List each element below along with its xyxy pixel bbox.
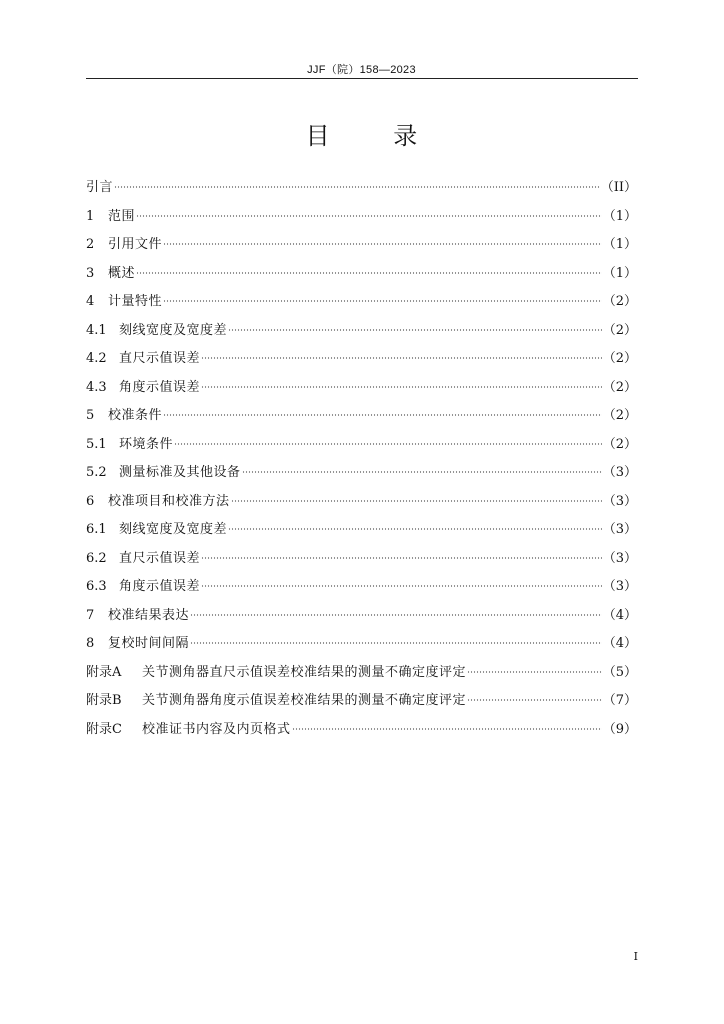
toc-entry-page: （2）: [602, 408, 637, 423]
toc-dot-leader: [136, 272, 602, 274]
toc-entry-number: 5.1: [86, 436, 107, 452]
toc-dot-leader: [163, 414, 602, 416]
toc-entry[interactable]: [86, 720, 637, 749]
toc-entry-page: （3）: [602, 579, 637, 594]
toc-entry[interactable]: [86, 606, 637, 635]
toc-entry-page: （3）: [602, 465, 637, 480]
toc-dot-leader: [114, 186, 600, 188]
toc-dot-leader: [467, 671, 602, 673]
toc-dot-leader: [136, 215, 602, 217]
toc-entry-title: 校准条件: [108, 408, 163, 423]
toc-entry[interactable]: [86, 406, 637, 435]
toc-entry[interactable]: [86, 264, 637, 293]
toc-entry-title: 关节测角器直尺示值误差校准结果的测量不确定度评定: [142, 664, 467, 680]
toc-entry[interactable]: [86, 349, 637, 378]
toc-entry-number: 5.2: [86, 465, 107, 480]
toc-entry-title: 直尺示值误差: [119, 550, 201, 566]
toc-entry-title: 关节测角器角度示值误差校准结果的测量不确定度评定: [142, 693, 467, 708]
toc-entry-title: 概述: [108, 265, 136, 281]
toc-entry-title: 校准项目和校准方法: [108, 493, 230, 509]
toc-entry[interactable]: [86, 691, 637, 720]
toc-entry[interactable]: [86, 378, 637, 407]
toc-dot-leader: [174, 443, 602, 445]
toc-dot-leader: [231, 500, 602, 502]
toc-entry-title: 刻线宽度及宽度差: [119, 322, 228, 338]
toc-entry-page: （3）: [602, 522, 637, 537]
toc-entry-title: 范围: [108, 208, 136, 224]
toc-entry-title: 引用文件: [108, 237, 163, 252]
toc-dot-leader: [201, 386, 602, 388]
toc-entry-number: 4.1: [86, 322, 107, 338]
toc-entry-page: （3）: [602, 493, 637, 509]
toc-entry[interactable]: [86, 235, 637, 264]
toc-entry-page: （2）: [602, 294, 637, 309]
toc-entry[interactable]: [86, 435, 637, 464]
toc-entry-title: 引言: [86, 180, 114, 195]
toc-entry-title: 测量标准及其他设备: [119, 465, 241, 480]
toc-dot-leader: [163, 300, 602, 302]
toc-entry-number: 8: [86, 636, 95, 651]
toc-entry-page: （1）: [602, 237, 637, 252]
toc-dot-leader: [228, 329, 602, 331]
toc-dot-leader: [190, 642, 602, 644]
toc-entry-number: 4.2: [86, 351, 107, 366]
toc-entry-number: 4: [86, 294, 95, 309]
toc-entry-page: （5）: [602, 664, 637, 680]
toc-entry-number: 6.2: [86, 550, 107, 566]
toc-entry-number: 1: [86, 208, 95, 224]
toc-entry-number: 7: [86, 607, 95, 623]
toc-entry[interactable]: [86, 207, 637, 236]
toc-entry-number: 4.3: [86, 379, 107, 395]
toc-entry-number: 附录C: [86, 721, 122, 737]
toc-entry-title: 计量特性: [108, 294, 163, 309]
toc-entry-title: 角度示值误差: [119, 379, 201, 395]
toc-entry-title: 刻线宽度及宽度差: [119, 522, 228, 537]
toc-entry[interactable]: [86, 292, 637, 321]
table-of-contents: [86, 178, 637, 748]
toc-entry[interactable]: [86, 549, 637, 578]
toc-entry-title: 角度示值误差: [119, 579, 201, 594]
toc-entry-page: （2）: [602, 351, 637, 366]
toc-entry-number: 附录A: [86, 664, 122, 680]
toc-dot-leader: [292, 728, 602, 730]
toc-entry-page: （2）: [602, 436, 637, 452]
toc-entry-page: （3）: [602, 550, 637, 566]
toc-entry-page: （1）: [602, 265, 637, 281]
page-number: I: [633, 950, 638, 963]
toc-dot-leader: [467, 699, 602, 701]
toc-entry-number: 6: [86, 493, 95, 509]
toc-entry[interactable]: [86, 178, 637, 207]
toc-entry-page: （II）: [600, 180, 637, 195]
toc-entry-page: （7）: [602, 693, 637, 708]
toc-entry-page: （2）: [602, 379, 637, 395]
toc-entry[interactable]: [86, 463, 637, 492]
toc-entry-number: 5: [86, 408, 95, 423]
toc-entry-page: （4）: [602, 636, 637, 651]
toc-dot-leader: [163, 243, 602, 245]
toc-entry[interactable]: [86, 321, 637, 350]
toc-entry[interactable]: [86, 663, 637, 692]
header-rule: [86, 78, 638, 79]
toc-entry-title: 复校时间间隔: [108, 636, 190, 651]
toc-entry-page: （4）: [602, 607, 637, 623]
toc-dot-leader: [201, 585, 602, 587]
toc-entry[interactable]: [86, 520, 637, 549]
toc-entry-number: 附录B: [86, 693, 122, 708]
toc-entry-title: 校准证书内容及内页格式: [142, 721, 291, 737]
toc-entry-number: 3: [86, 265, 95, 281]
toc-dot-leader: [228, 528, 602, 530]
toc-entry-page: （1）: [602, 208, 637, 224]
toc-dot-leader: [201, 357, 602, 359]
toc-entry-page: （9）: [602, 721, 637, 737]
running-header: JJF（院）158—2023: [307, 64, 416, 76]
toc-entry[interactable]: [86, 634, 637, 663]
toc-dot-leader: [201, 557, 602, 559]
toc-entry-number: 6.1: [86, 522, 107, 537]
toc-entry-number: 6.3: [86, 579, 107, 594]
toc-entry-title: 环境条件: [119, 436, 174, 452]
toc-entry[interactable]: [86, 492, 637, 521]
toc-entry-page: （2）: [602, 322, 637, 338]
toc-entry-title: 直尺示值误差: [119, 351, 201, 366]
toc-dot-leader: [242, 471, 602, 473]
page-title: 目 录: [305, 122, 446, 150]
toc-dot-leader: [190, 614, 602, 616]
toc-entry-title: 校准结果表达: [108, 607, 190, 623]
toc-entry[interactable]: [86, 577, 637, 606]
toc-entry-number: 2: [86, 237, 95, 252]
